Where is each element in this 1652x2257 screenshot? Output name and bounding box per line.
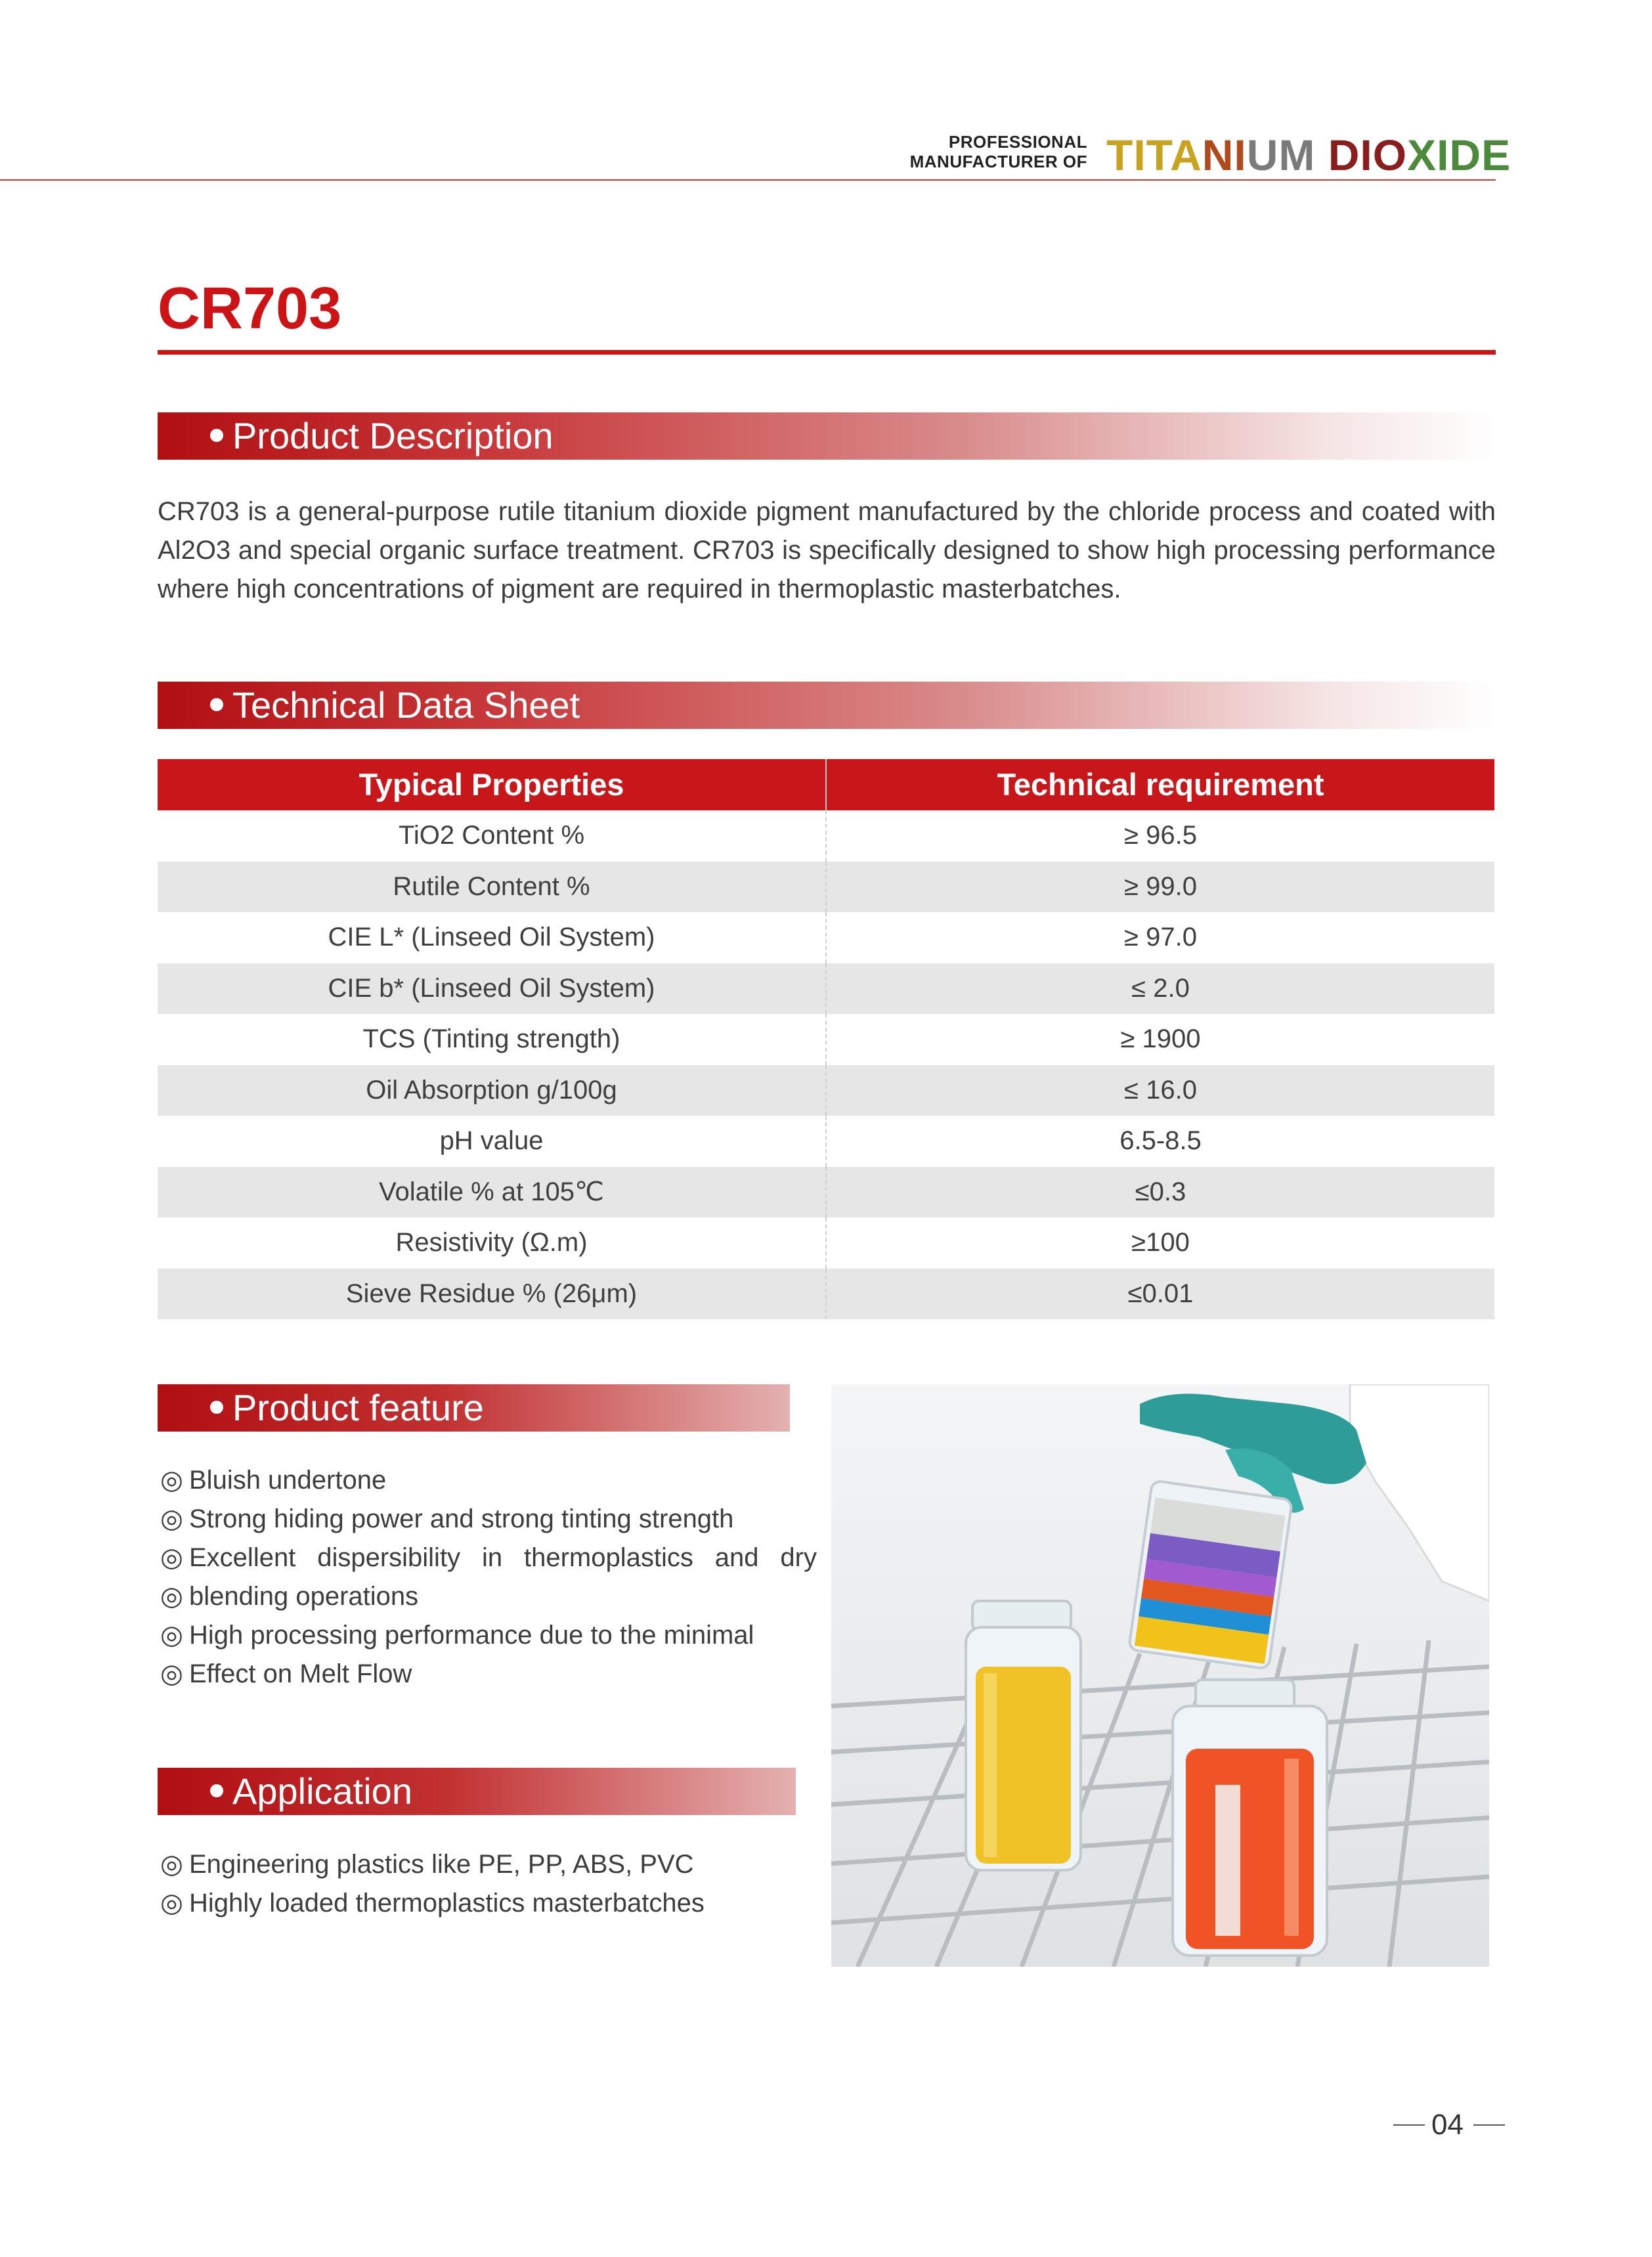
brand-tagline-line2: MANUFACTURER OF xyxy=(909,152,1087,171)
brand-logo xyxy=(1106,129,1511,181)
section-header-description xyxy=(158,412,1496,460)
value-cell: ≤ 16.0 xyxy=(1124,1075,1197,1105)
title-divider xyxy=(158,350,1496,355)
page-number-right-dash xyxy=(1473,2124,1505,2126)
property-cell: Resistivity (Ω.m) xyxy=(158,1217,827,1269)
value-cell: ≥ 99.0 xyxy=(1124,871,1197,901)
list-item-text: Engineering plastics like PE, PP, ABS, PVC xyxy=(189,1850,694,1879)
page-number-left-dash xyxy=(1393,2124,1425,2126)
brand-logo-part: XIDE xyxy=(1407,131,1511,179)
product-photo xyxy=(831,1384,1489,1967)
section-header-feature xyxy=(158,1384,790,1432)
property-cell: pH value xyxy=(158,1116,827,1167)
brand-logo-part: DIO xyxy=(1328,131,1408,179)
value-cell: ≥ 96.5 xyxy=(1124,821,1197,850)
list-item xyxy=(160,1461,817,1500)
circle-bullet-icon: ◎ xyxy=(160,1582,183,1611)
property-cell: Oil Absorption g/100g xyxy=(158,1065,827,1116)
list-item-text: Excellent dispersibility in thermoplastics and dry xyxy=(189,1543,817,1572)
list-item xyxy=(160,1845,705,1884)
bullet-dot-icon xyxy=(210,1784,223,1797)
list-item xyxy=(160,1539,817,1577)
table-row xyxy=(158,1014,1494,1065)
column-header: Typical Properties xyxy=(158,759,827,810)
value-cell: ≤0.01 xyxy=(1127,1279,1194,1308)
property-cell: Volatile % at 105℃ xyxy=(158,1167,827,1218)
table-row xyxy=(158,1116,1494,1167)
table-row xyxy=(158,1065,1494,1116)
list-item-text: blending operations xyxy=(189,1582,419,1611)
property-cell: TiO2 Content % xyxy=(158,810,827,862)
circle-bullet-icon: ◎ xyxy=(160,1621,183,1650)
value-cell: ≥ 1900 xyxy=(1120,1024,1201,1053)
table-row xyxy=(158,862,1494,913)
list-item xyxy=(160,1884,705,1923)
page-title: CR703 xyxy=(158,276,342,341)
header-divider xyxy=(0,179,1496,181)
list-item-text: Highly loaded thermoplastics masterbatches xyxy=(189,1889,705,1917)
table-row xyxy=(158,1269,1494,1320)
section-title: Product feature xyxy=(232,1387,484,1428)
circle-bullet-icon: ◎ xyxy=(160,1543,183,1572)
table-row xyxy=(158,810,1494,862)
section-header-datasheet xyxy=(158,682,1496,729)
circle-bullet-icon: ◎ xyxy=(160,1889,183,1917)
brand-tagline-line1: PROFESSIONAL xyxy=(948,132,1087,152)
brand-logo-part: NI xyxy=(1202,131,1247,179)
list-item-text: Effect on Melt Flow xyxy=(189,1659,412,1688)
list-item xyxy=(160,1577,817,1616)
brand-tagline xyxy=(910,132,1087,171)
feature-list xyxy=(160,1461,817,1694)
brand-logo-part: UM xyxy=(1246,131,1328,179)
section-title: Application xyxy=(232,1770,412,1812)
table-row xyxy=(158,1217,1494,1269)
list-item-text: Bluish undertone xyxy=(189,1466,387,1495)
value-cell: ≤0.3 xyxy=(1135,1177,1186,1206)
page-number: 04 xyxy=(1431,2109,1464,2141)
circle-bullet-icon: ◎ xyxy=(160,1659,183,1688)
bullet-dot-icon xyxy=(210,429,223,442)
table-header xyxy=(158,759,1494,810)
list-item xyxy=(160,1616,817,1655)
value-cell: ≤ 2.0 xyxy=(1131,973,1190,1003)
property-cell: CIE L* (Linseed Oil System) xyxy=(158,912,827,963)
section-title: Technical Data Sheet xyxy=(232,684,580,726)
list-item xyxy=(160,1500,817,1539)
list-item-text: High processing performance due to the minimal xyxy=(189,1621,754,1650)
value-cell: ≥ 97.0 xyxy=(1124,923,1197,952)
section-header-application xyxy=(158,1768,796,1815)
bullet-dot-icon xyxy=(210,1401,223,1414)
circle-bullet-icon: ◎ xyxy=(160,1504,183,1533)
value-cell: 6.5-8.5 xyxy=(1119,1126,1202,1155)
list-item-text: Strong hiding power and strong tinting strength xyxy=(189,1504,734,1533)
value-cell: ≥100 xyxy=(1131,1228,1190,1257)
section-title: Product Description xyxy=(232,415,554,456)
circle-bullet-icon: ◎ xyxy=(160,1850,183,1879)
property-cell: CIE b* (Linseed Oil System) xyxy=(158,963,827,1015)
table-row xyxy=(158,912,1494,963)
list-item xyxy=(160,1655,817,1694)
column-header: Technical requirement xyxy=(997,767,1324,802)
property-cell: TCS (Tinting strength) xyxy=(158,1014,827,1065)
property-cell: Rutile Content % xyxy=(158,862,827,913)
brand-logo-part: TITA xyxy=(1106,131,1202,179)
property-cell: Sieve Residue % (26μm) xyxy=(158,1269,827,1320)
data-table xyxy=(158,759,1494,1319)
table-row xyxy=(158,963,1494,1015)
description-text: CR703 is a general-purpose rutile titanium dioxide pigment manufactured by the chloride process and coated with Al2O3 and special organic surface treatment. CR703 is specifically designed to show high processing performance where high concentrations of pigment are required in thermoplastic masterbatches. xyxy=(158,497,1496,603)
table-row xyxy=(158,1167,1494,1218)
circle-bullet-icon: ◎ xyxy=(160,1466,183,1495)
bullet-dot-icon xyxy=(210,698,223,711)
application-list xyxy=(160,1845,705,1923)
